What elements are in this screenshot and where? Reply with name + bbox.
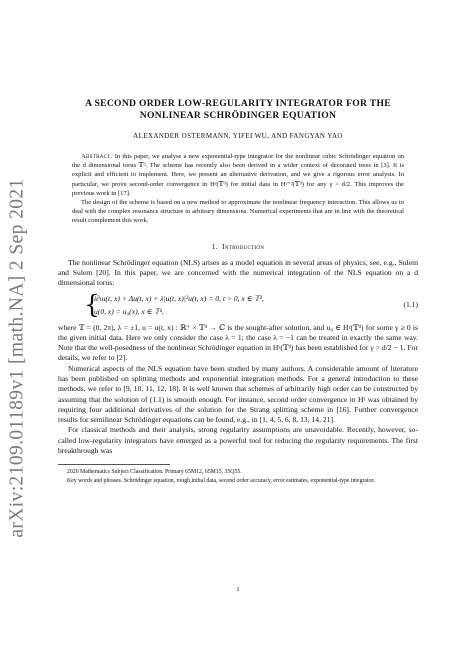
title-line-1: A SECOND ORDER LOW-REGULARITY INTEGRATOR FOR THE — [85, 98, 391, 109]
equation-brace: { — [84, 289, 100, 319]
arxiv-stamp-text: arXiv:2109.01189v1 [math.NA] 2 Sep 2021 — [7, 178, 28, 538]
title-line-2: NONLINEAR SCHRÖDINGER EQUATION — [139, 110, 337, 121]
page-number: 1 — [236, 586, 240, 593]
body-paragraph-1: The nonlinear Schrödinger equation (NLS) arises as a model equation in several areas of physics, see, e.g., Sulem and Sulem [20]. In this paper, we are concerned with the numerical integration of the NLS equation on a d dimensional torus: — [58, 257, 418, 288]
authors: ALEXANDER OSTERMANN, YIFEI WU, AND FANGYAN YAO — [133, 132, 343, 140]
section-number: 1. — [211, 241, 219, 251]
abstract-paragraph-2: The design of the scheme is based on a new method to approximate the nonlinear frequency interaction. This allows us to deal with the complex resonance structure in arbitrary dimensions. Numerical experiments that are in line with the theoretical result complement this work. — [72, 199, 404, 225]
abstract-paragraph-1 — [72, 152, 404, 198]
equation-1-1 — [58, 289, 418, 320]
footnotes — [58, 468, 418, 485]
equation-line-2: u(0, x) = u₀(x), x ∈ 𝕋ᵈ, — [94, 306, 164, 316]
footnote-msc: 2020 Mathematics Subject Classification. Primary 65M12, 65M15, 35Q55. — [67, 469, 242, 476]
abstract-text-1: In this paper, we analyse a new exponential-type integrator for the nonlinear cubic Schrödinger equation on the d dimensional torus 𝕋ᵈ. The scheme has recently also been derived in a wider context of decorated trees in [3]. It is explicit and efficient to implement. Here, we present an alternative derivation, and we give a rigorous error analysis. In particular, we prove second-order convergence in Hᵞ(𝕋ᵈ) for initial data in Hᵞ⁺²(𝕋ᵈ) for any γ > d/2. This improves the previous work in [17]. — [72, 153, 404, 197]
section-heading — [58, 242, 418, 251]
body-text — [58, 258, 418, 457]
abstract — [72, 152, 404, 226]
equation-line-1: i∂ₜu(t, x) + Δu(t, x) + λ|u(t, x)|²u(t, x) = 0, t > 0, x ∈ 𝕋ᵈ, — [94, 293, 264, 303]
body-paragraph-4: For classical methods and their analysis, strong regularity assumptions are unavoidable. Recently, however, so-called low-regularity integrators have emerged as a powerful tool for reducing the regularity requirements. The first breakthrough was — [58, 425, 418, 456]
paper-page — [58, 98, 418, 593]
section-title-text: Introduction — [222, 241, 265, 251]
equation-number: (1.1) — [403, 299, 418, 309]
arxiv-stamp — [4, 94, 32, 622]
footnote-keywords: Key words and phrases. Schrödinger equation, rough initial data, second order accuracy, error estimates, exponential-type integrator. — [67, 477, 375, 484]
footnote-rule — [58, 464, 170, 465]
abstract-label: Abstract. — [81, 153, 113, 160]
paper-title — [58, 98, 418, 122]
body-paragraph-3: Numerical aspects of the NLS equation have been studied by many authors. A considerable amount of literature has been published on splitting methods and exponential integration methods. For a general introduction to these methods, we refer to [9, 10, 11, 12, 18]. It is well known that schemes of arbitrarily high order can be constructed by assuming that the solution of (1.1) is smooth enough. For instance, second order convergence in Hᵞ was obtained by requiring four additional derivatives of the solution for the Strang splitting scheme in [16]. Further convergence results for semilinear Schrödinger equations can be found, e.g., in [1, 4, 5, 6, 8, 13, 14, 21]. — [58, 363, 418, 425]
body-paragraph-2: where 𝕋 = (0, 2π), λ = ±1, u = u(t, x) : ℝ⁺ × 𝕋ᵈ → ℂ is the sought-after solution, and u₀ ∈ Hᵞ(𝕋ᵈ) for some γ ≥ 0 is the given initial data. Here we only consider the case λ = 1; the case λ = −1 can be treated in exactly the same way. Note that the well-posedness of the nonlinear Schrödinger equation in Hᵞ(𝕋ᵈ) has been established for γ > d/2 − 1. For details, we refer to [2]. — [58, 322, 418, 363]
